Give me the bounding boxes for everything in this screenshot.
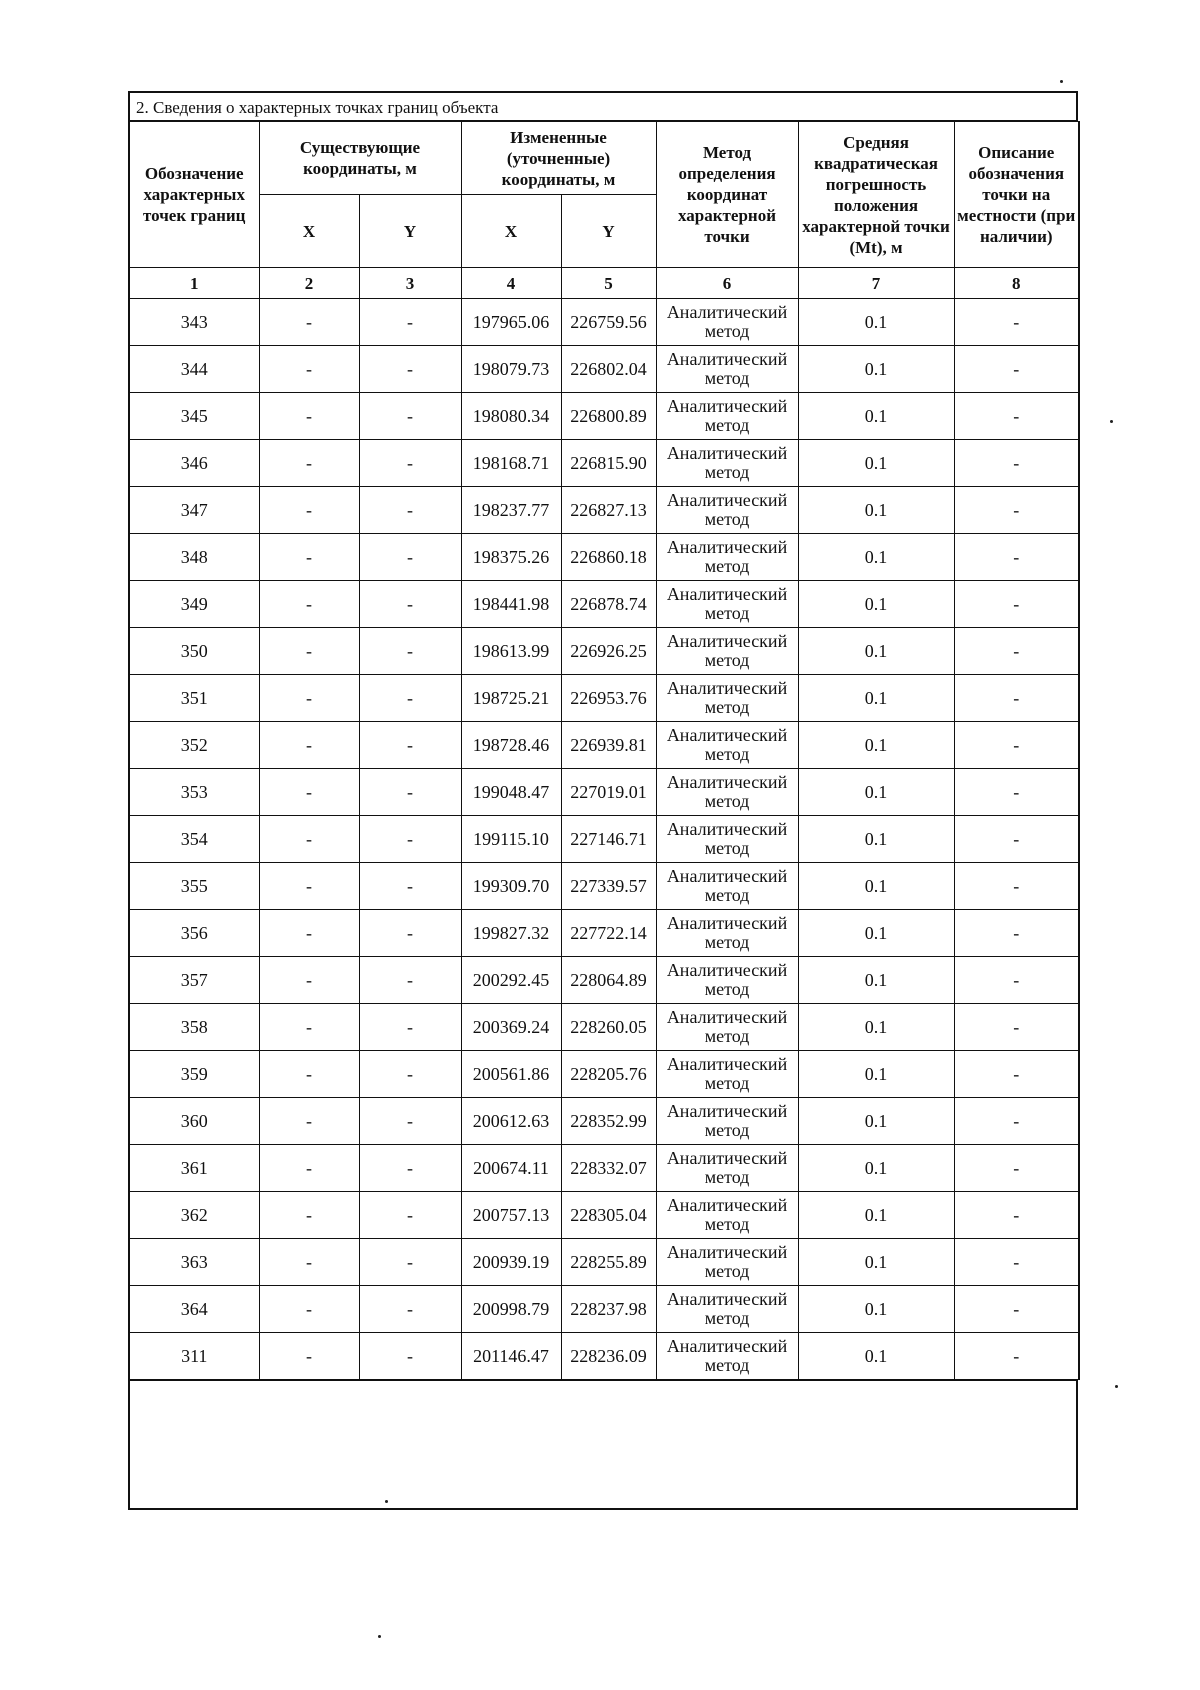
changed-y-cell: 228064.89 <box>561 957 656 1004</box>
header-accuracy: Средняя квадратическая погрешность положения характерной точки (Mt), м <box>798 122 954 268</box>
changed-x-cell: 199827.32 <box>461 910 561 957</box>
table-row <box>129 1333 1079 1380</box>
description-cell: - <box>954 487 1079 534</box>
header-description: Описание обозначения точки на местности (при наличии) <box>954 122 1079 268</box>
changed-x-cell: 199115.10 <box>461 816 561 863</box>
table-row <box>129 1286 1079 1333</box>
point-id-cell: 361 <box>129 1145 259 1192</box>
changed-y-cell: 226815.90 <box>561 440 656 487</box>
description-cell: - <box>954 299 1079 346</box>
existing-y-cell: - <box>359 722 461 769</box>
point-id-cell: 362 <box>129 1192 259 1239</box>
existing-y-cell: - <box>359 581 461 628</box>
accuracy-cell: 0.1 <box>798 1145 954 1192</box>
accuracy-cell: 0.1 <box>798 722 954 769</box>
point-id-cell: 358 <box>129 1004 259 1051</box>
table-row <box>129 440 1079 487</box>
column-number: 1 <box>129 268 259 299</box>
header-existing-y: Y <box>359 195 461 268</box>
accuracy-cell: 0.1 <box>798 487 954 534</box>
method-cell: Аналитический метод <box>656 769 798 816</box>
header-changed-coordinates: Измененные (уточненные) координаты, м <box>461 122 656 195</box>
method-cell: Аналитический метод <box>656 863 798 910</box>
description-cell: - <box>954 440 1079 487</box>
point-id-cell: 356 <box>129 910 259 957</box>
existing-x-cell: - <box>259 910 359 957</box>
method-cell: Аналитический метод <box>656 628 798 675</box>
description-cell: - <box>954 769 1079 816</box>
scan-speck <box>1115 1385 1118 1388</box>
existing-x-cell: - <box>259 299 359 346</box>
method-cell: Аналитический метод <box>656 393 798 440</box>
table-row <box>129 299 1079 346</box>
existing-x-cell: - <box>259 487 359 534</box>
method-cell: Аналитический метод <box>656 1004 798 1051</box>
existing-y-cell: - <box>359 863 461 910</box>
existing-y-cell: - <box>359 1004 461 1051</box>
description-cell: - <box>954 816 1079 863</box>
accuracy-cell: 0.1 <box>798 863 954 910</box>
table-row <box>129 816 1079 863</box>
accuracy-cell: 0.1 <box>798 769 954 816</box>
existing-x-cell: - <box>259 534 359 581</box>
accuracy-cell: 0.1 <box>798 581 954 628</box>
changed-x-cell: 199048.47 <box>461 769 561 816</box>
existing-y-cell: - <box>359 534 461 581</box>
boundary-points-table <box>128 121 1080 1380</box>
point-id-cell: 347 <box>129 487 259 534</box>
scan-speck <box>1110 420 1113 423</box>
existing-x-cell: - <box>259 957 359 1004</box>
changed-y-cell: 227019.01 <box>561 769 656 816</box>
accuracy-cell: 0.1 <box>798 1286 954 1333</box>
point-id-cell: 351 <box>129 675 259 722</box>
changed-y-cell: 226926.25 <box>561 628 656 675</box>
changed-x-cell: 198441.98 <box>461 581 561 628</box>
changed-y-cell: 226953.76 <box>561 675 656 722</box>
existing-x-cell: - <box>259 1004 359 1051</box>
changed-y-cell: 226878.74 <box>561 581 656 628</box>
existing-y-cell: - <box>359 910 461 957</box>
accuracy-cell: 0.1 <box>798 675 954 722</box>
method-cell: Аналитический метод <box>656 346 798 393</box>
header-existing-x: X <box>259 195 359 268</box>
point-id-cell: 357 <box>129 957 259 1004</box>
table-row <box>129 722 1079 769</box>
existing-x-cell: - <box>259 816 359 863</box>
description-cell: - <box>954 1098 1079 1145</box>
method-cell: Аналитический метод <box>656 487 798 534</box>
changed-x-cell: 198079.73 <box>461 346 561 393</box>
existing-y-cell: - <box>359 769 461 816</box>
point-id-cell: 350 <box>129 628 259 675</box>
existing-y-cell: - <box>359 299 461 346</box>
accuracy-cell: 0.1 <box>798 393 954 440</box>
changed-y-cell: 226939.81 <box>561 722 656 769</box>
changed-x-cell: 199309.70 <box>461 863 561 910</box>
method-cell: Аналитический метод <box>656 816 798 863</box>
description-cell: - <box>954 346 1079 393</box>
accuracy-cell: 0.1 <box>798 1004 954 1051</box>
accuracy-cell: 0.1 <box>798 1051 954 1098</box>
existing-x-cell: - <box>259 628 359 675</box>
existing-x-cell: - <box>259 1239 359 1286</box>
changed-y-cell: 228260.05 <box>561 1004 656 1051</box>
description-cell: - <box>954 722 1079 769</box>
existing-y-cell: - <box>359 1239 461 1286</box>
description-cell: - <box>954 1051 1079 1098</box>
method-cell: Аналитический метод <box>656 957 798 1004</box>
changed-x-cell: 198728.46 <box>461 722 561 769</box>
table-row <box>129 1239 1079 1286</box>
existing-y-cell: - <box>359 957 461 1004</box>
description-cell: - <box>954 628 1079 675</box>
point-id-cell: 359 <box>129 1051 259 1098</box>
changed-y-cell: 226860.18 <box>561 534 656 581</box>
changed-x-cell: 198237.77 <box>461 487 561 534</box>
existing-y-cell: - <box>359 346 461 393</box>
method-cell: Аналитический метод <box>656 581 798 628</box>
changed-y-cell: 226827.13 <box>561 487 656 534</box>
method-cell: Аналитический метод <box>656 440 798 487</box>
existing-x-cell: - <box>259 1051 359 1098</box>
point-id-cell: 360 <box>129 1098 259 1145</box>
existing-y-cell: - <box>359 1145 461 1192</box>
point-id-cell: 343 <box>129 299 259 346</box>
existing-y-cell: - <box>359 1333 461 1380</box>
existing-x-cell: - <box>259 393 359 440</box>
description-cell: - <box>954 393 1079 440</box>
changed-y-cell: 226759.56 <box>561 299 656 346</box>
description-cell: - <box>954 910 1079 957</box>
existing-x-cell: - <box>259 1333 359 1380</box>
point-id-cell: 355 <box>129 863 259 910</box>
accuracy-cell: 0.1 <box>798 534 954 581</box>
existing-y-cell: - <box>359 1051 461 1098</box>
table-row <box>129 1192 1079 1239</box>
point-id-cell: 348 <box>129 534 259 581</box>
scan-speck <box>385 1500 388 1503</box>
changed-y-cell: 228237.98 <box>561 1286 656 1333</box>
method-cell: Аналитический метод <box>656 910 798 957</box>
table-row <box>129 1004 1079 1051</box>
changed-y-cell: 228205.76 <box>561 1051 656 1098</box>
point-id-cell: 353 <box>129 769 259 816</box>
changed-y-cell: 228352.99 <box>561 1098 656 1145</box>
existing-y-cell: - <box>359 440 461 487</box>
table-row <box>129 1051 1079 1098</box>
table-row <box>129 863 1079 910</box>
column-number: 4 <box>461 268 561 299</box>
changed-x-cell: 200292.45 <box>461 957 561 1004</box>
accuracy-cell: 0.1 <box>798 910 954 957</box>
point-id-cell: 363 <box>129 1239 259 1286</box>
section-title: 2. Сведения о характерных точках границ объекта <box>128 91 1078 121</box>
existing-x-cell: - <box>259 863 359 910</box>
existing-x-cell: - <box>259 675 359 722</box>
changed-y-cell: 227339.57 <box>561 863 656 910</box>
table-row <box>129 581 1079 628</box>
changed-x-cell: 198375.26 <box>461 534 561 581</box>
description-cell: - <box>954 1192 1079 1239</box>
changed-x-cell: 198613.99 <box>461 628 561 675</box>
method-cell: Аналитический метод <box>656 534 798 581</box>
method-cell: Аналитический метод <box>656 1333 798 1380</box>
column-number: 5 <box>561 268 656 299</box>
changed-y-cell: 228305.04 <box>561 1192 656 1239</box>
table-row <box>129 346 1079 393</box>
changed-x-cell: 200369.24 <box>461 1004 561 1051</box>
points-table-body <box>129 299 1079 1380</box>
method-cell: Аналитический метод <box>656 1239 798 1286</box>
accuracy-cell: 0.1 <box>798 1098 954 1145</box>
existing-x-cell: - <box>259 581 359 628</box>
accuracy-cell: 0.1 <box>798 1333 954 1380</box>
changed-y-cell: 228255.89 <box>561 1239 656 1286</box>
header-existing-coordinates: Существующие координаты, м <box>259 122 461 195</box>
table-row <box>129 957 1079 1004</box>
changed-y-cell: 226802.04 <box>561 346 656 393</box>
changed-y-cell: 228236.09 <box>561 1333 656 1380</box>
column-number: 8 <box>954 268 1079 299</box>
existing-y-cell: - <box>359 1098 461 1145</box>
changed-x-cell: 198080.34 <box>461 393 561 440</box>
accuracy-cell: 0.1 <box>798 1239 954 1286</box>
changed-x-cell: 200998.79 <box>461 1286 561 1333</box>
existing-x-cell: - <box>259 440 359 487</box>
column-number: 3 <box>359 268 461 299</box>
accuracy-cell: 0.1 <box>798 816 954 863</box>
changed-x-cell: 200757.13 <box>461 1192 561 1239</box>
changed-y-cell: 227722.14 <box>561 910 656 957</box>
changed-x-cell: 200939.19 <box>461 1239 561 1286</box>
description-cell: - <box>954 863 1079 910</box>
changed-x-cell: 200674.11 <box>461 1145 561 1192</box>
existing-x-cell: - <box>259 1098 359 1145</box>
point-id-cell: 346 <box>129 440 259 487</box>
existing-y-cell: - <box>359 393 461 440</box>
column-number: 2 <box>259 268 359 299</box>
method-cell: Аналитический метод <box>656 1286 798 1333</box>
header-method: Метод определения координат характерной точки <box>656 122 798 268</box>
table-row <box>129 534 1079 581</box>
accuracy-cell: 0.1 <box>798 1192 954 1239</box>
header-changed-y: Y <box>561 195 656 268</box>
accuracy-cell: 0.1 <box>798 440 954 487</box>
table-row <box>129 628 1079 675</box>
table-row <box>129 487 1079 534</box>
accuracy-cell: 0.1 <box>798 346 954 393</box>
column-number: 6 <box>656 268 798 299</box>
table-row <box>129 1145 1079 1192</box>
method-cell: Аналитический метод <box>656 1192 798 1239</box>
point-id-cell: 349 <box>129 581 259 628</box>
changed-y-cell: 226800.89 <box>561 393 656 440</box>
scan-speck <box>378 1635 381 1638</box>
empty-remainder-area <box>128 1380 1078 1510</box>
existing-y-cell: - <box>359 675 461 722</box>
header-point-designation: Обозначение характерных точек границ <box>129 122 259 268</box>
changed-x-cell: 200612.63 <box>461 1098 561 1145</box>
existing-y-cell: - <box>359 1192 461 1239</box>
method-cell: Аналитический метод <box>656 1051 798 1098</box>
description-cell: - <box>954 581 1079 628</box>
table-row <box>129 769 1079 816</box>
changed-x-cell: 197965.06 <box>461 299 561 346</box>
changed-y-cell: 228332.07 <box>561 1145 656 1192</box>
existing-x-cell: - <box>259 1192 359 1239</box>
method-cell: Аналитический метод <box>656 1098 798 1145</box>
table-row <box>129 675 1079 722</box>
method-cell: Аналитический метод <box>656 722 798 769</box>
description-cell: - <box>954 957 1079 1004</box>
changed-x-cell: 198168.71 <box>461 440 561 487</box>
description-cell: - <box>954 1286 1079 1333</box>
boundary-points-sheet <box>128 91 1078 1510</box>
existing-x-cell: - <box>259 769 359 816</box>
table-row <box>129 910 1079 957</box>
accuracy-cell: 0.1 <box>798 299 954 346</box>
description-cell: - <box>954 1239 1079 1286</box>
point-id-cell: 364 <box>129 1286 259 1333</box>
method-cell: Аналитический метод <box>656 1145 798 1192</box>
accuracy-cell: 0.1 <box>798 628 954 675</box>
description-cell: - <box>954 675 1079 722</box>
existing-x-cell: - <box>259 1145 359 1192</box>
description-cell: - <box>954 1004 1079 1051</box>
method-cell: Аналитический метод <box>656 675 798 722</box>
scan-speck <box>1060 80 1063 83</box>
existing-x-cell: - <box>259 1286 359 1333</box>
table-row <box>129 1098 1079 1145</box>
table-row <box>129 393 1079 440</box>
changed-x-cell: 200561.86 <box>461 1051 561 1098</box>
accuracy-cell: 0.1 <box>798 957 954 1004</box>
column-number: 7 <box>798 268 954 299</box>
description-cell: - <box>954 534 1079 581</box>
existing-y-cell: - <box>359 487 461 534</box>
existing-x-cell: - <box>259 722 359 769</box>
existing-y-cell: - <box>359 628 461 675</box>
point-id-cell: 311 <box>129 1333 259 1380</box>
description-cell: - <box>954 1145 1079 1192</box>
changed-y-cell: 227146.71 <box>561 816 656 863</box>
point-id-cell: 352 <box>129 722 259 769</box>
description-cell: - <box>954 1333 1079 1380</box>
point-id-cell: 345 <box>129 393 259 440</box>
existing-y-cell: - <box>359 816 461 863</box>
header-changed-x: X <box>461 195 561 268</box>
point-id-cell: 344 <box>129 346 259 393</box>
existing-x-cell: - <box>259 346 359 393</box>
changed-x-cell: 198725.21 <box>461 675 561 722</box>
point-id-cell: 354 <box>129 816 259 863</box>
changed-x-cell: 201146.47 <box>461 1333 561 1380</box>
existing-y-cell: - <box>359 1286 461 1333</box>
method-cell: Аналитический метод <box>656 299 798 346</box>
